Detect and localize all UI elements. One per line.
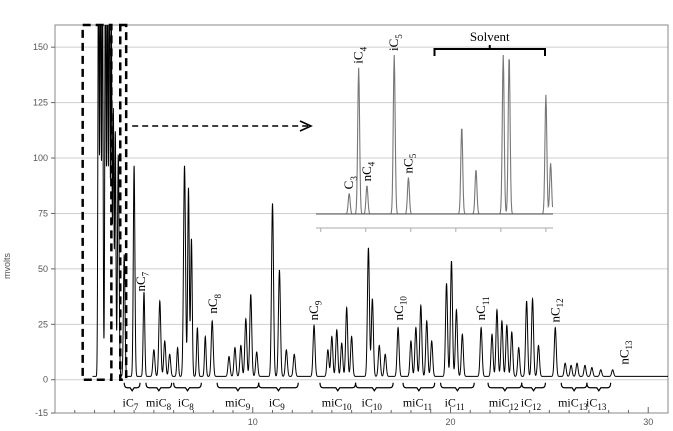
x-tick-label: 20 xyxy=(445,417,456,427)
inset-peak-label: $iC_5$ xyxy=(386,34,404,51)
x-tick-label: 30 xyxy=(643,417,654,427)
inset-chromatogram xyxy=(316,29,553,232)
group-label: miC$_8$ xyxy=(146,395,172,413)
group-bracket xyxy=(441,383,475,391)
group-label: $iC_7$ xyxy=(122,395,139,413)
y-tick-label: 75 xyxy=(37,208,48,219)
y-tick-label: -15 xyxy=(34,408,48,418)
group-label: miC$_{10}$ xyxy=(321,395,352,413)
chromatogram-line xyxy=(93,21,668,377)
group-bracket xyxy=(522,383,546,391)
group-bracket xyxy=(488,383,522,391)
group-bracket xyxy=(217,383,259,391)
peak-label: $nC_7$ xyxy=(133,271,151,292)
y-tick-label: 50 xyxy=(37,263,48,274)
y-tick-label: 125 xyxy=(32,97,48,108)
group-label: $iC_9$ xyxy=(268,395,285,413)
axes xyxy=(33,25,668,427)
group-bracket xyxy=(320,383,356,391)
x-tick-label: 10 xyxy=(247,417,258,427)
inset-peak-label: $C_3$ xyxy=(341,176,359,190)
plot-frame xyxy=(55,25,668,413)
peak-label: $nC_{12}$ xyxy=(547,298,565,323)
group-label: $iC_{13}$ xyxy=(585,395,607,413)
group-bracket xyxy=(146,383,172,391)
group-label: miC$_{12}$ xyxy=(488,395,519,413)
group-bracket xyxy=(587,383,611,391)
inset-peak-label: $nC_5$ xyxy=(400,153,419,174)
group-bracket xyxy=(561,383,587,391)
peak-label: $nC_8$ xyxy=(205,293,223,314)
group-bracket xyxy=(174,383,202,391)
y-tick-label: 25 xyxy=(37,319,48,330)
solvent-bracket xyxy=(435,49,546,56)
group-label: miC$_9$ xyxy=(225,395,251,413)
group-label: $iC_{12}$ xyxy=(520,395,542,413)
group-label: $iC_{11}$ xyxy=(444,395,465,413)
y-tick-label: 0 xyxy=(42,374,48,385)
peak-label: $nC_{11}$ xyxy=(473,296,491,321)
chromatogram-trace xyxy=(93,21,668,377)
group-brackets xyxy=(123,383,611,412)
y-tick-label: 100 xyxy=(32,153,48,164)
group-bracket xyxy=(259,383,299,391)
group-label: miC$_{13}$ xyxy=(558,395,588,413)
gridlines xyxy=(55,47,668,413)
inset-peak-label: $iC_4$ xyxy=(350,46,369,64)
peak-labels xyxy=(133,271,634,364)
y-axis-label: mvolts xyxy=(2,252,12,280)
peak-label: $nC_9$ xyxy=(306,300,324,321)
zoom-arrow xyxy=(132,121,311,131)
group-label: miC$_{11}$ xyxy=(402,395,433,413)
group-label: $iC_{10}$ xyxy=(361,395,382,413)
y-tick-label: 150 xyxy=(32,42,48,53)
group-label: $iC_8$ xyxy=(177,395,194,413)
peak-label: $nC_{13}$ xyxy=(616,340,635,365)
group-bracket xyxy=(356,383,394,391)
solvent-label: Solvent xyxy=(469,29,510,44)
group-bracket xyxy=(403,383,435,391)
group-bracket xyxy=(124,383,140,391)
peak-label: $nC_{10}$ xyxy=(391,296,409,321)
inset-peak-label: $nC_4$ xyxy=(358,161,377,182)
